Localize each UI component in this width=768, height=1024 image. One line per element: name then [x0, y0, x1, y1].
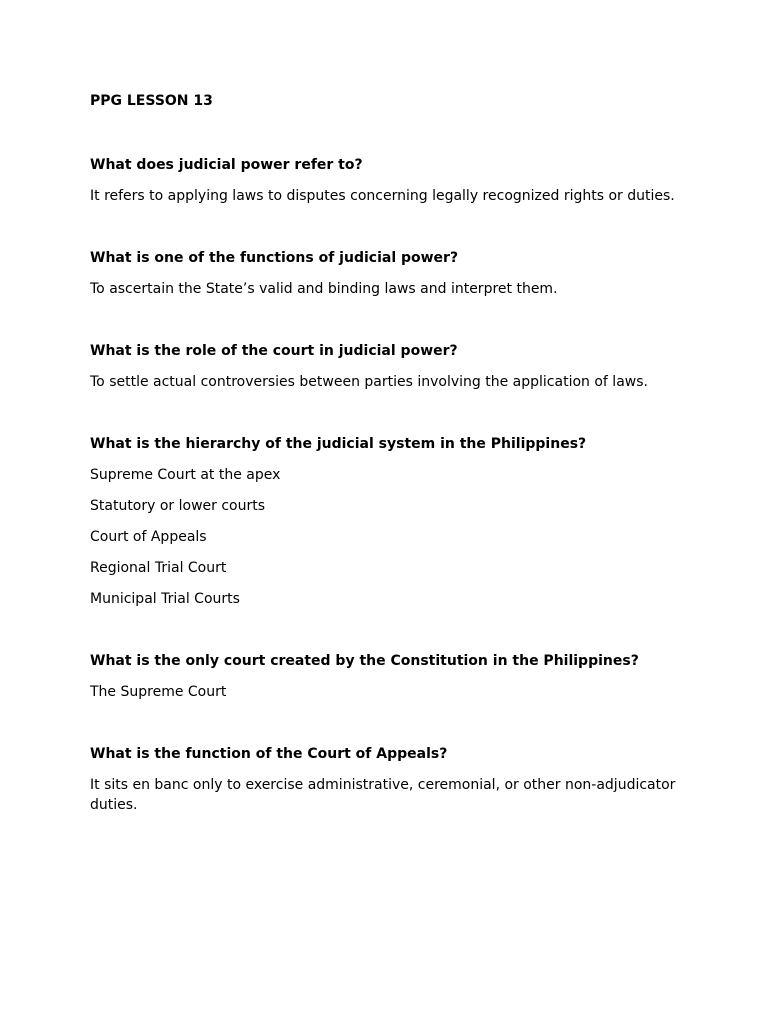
document-title: PPG LESSON 13	[90, 93, 213, 109]
question: What is the only court created by the Constitution in the Philippines?	[90, 653, 639, 669]
answer-list-item: Municipal Trial Courts	[90, 591, 240, 607]
qa-block-1	[90, 155, 680, 206]
question: What is one of the functions of judicial power?	[90, 250, 459, 266]
answer-list-item: Statutory or lower courts	[90, 498, 266, 514]
question: What is the function of the Court of Appeals?	[90, 746, 448, 762]
qa-block-5	[90, 651, 680, 702]
answer: It refers to applying laws to disputes concerning legally recognized rights or duties.	[90, 188, 675, 204]
answer-list-item: Supreme Court at the apex	[90, 467, 281, 483]
answer: To ascertain the State’s valid and binding laws and interpret them.	[90, 281, 558, 297]
question: What does judicial power refer to?	[90, 157, 363, 173]
answer-list-item: Regional Trial Court	[90, 560, 227, 576]
qa-block-3	[90, 341, 680, 392]
qa-block-6	[90, 744, 680, 815]
answer-list-item: Court of Appeals	[90, 529, 207, 545]
question: What is the role of the court in judicial power?	[90, 343, 458, 359]
qa-block-2	[90, 248, 680, 299]
document-page	[90, 92, 680, 857]
qa-block-4	[90, 434, 680, 609]
answer: It sits en banc only to exercise administrative, ceremonial, or other non-adjudicator duties.	[90, 777, 676, 813]
answer: The Supreme Court	[90, 684, 227, 700]
question: What is the hierarchy of the judicial system in the Philippines?	[90, 436, 587, 452]
answer: To settle actual controversies between parties involving the application of laws.	[90, 374, 648, 390]
